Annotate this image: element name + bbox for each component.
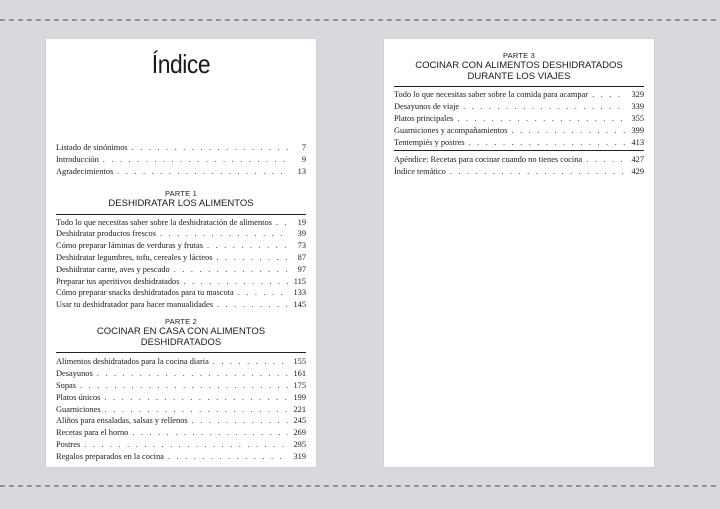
dot-leader bbox=[450, 166, 626, 178]
toc-entry-page: 355 bbox=[631, 114, 644, 124]
toc-entry-page: 319 bbox=[293, 451, 306, 461]
toc-entry[interactable] bbox=[56, 264, 306, 276]
toc-entry-title: Aliños para ensaladas, salsas y rellenos bbox=[56, 416, 188, 426]
toc-entry-page: 329 bbox=[631, 90, 644, 100]
dot-leader bbox=[168, 451, 288, 463]
toc-entry-title: Índice temático bbox=[394, 167, 446, 177]
toc-entry-page: 399 bbox=[631, 125, 644, 135]
toc-entry[interactable] bbox=[394, 101, 644, 113]
dot-leader bbox=[80, 380, 288, 392]
left-page bbox=[46, 39, 316, 467]
toc-entry-page: 19 bbox=[297, 217, 306, 227]
toc-entry-page: 221 bbox=[293, 404, 306, 414]
part-2-section bbox=[56, 318, 306, 463]
part-label: PARTE 2 bbox=[165, 317, 197, 326]
part-name-line-2: DESHIDRATADOS bbox=[140, 336, 222, 348]
toc-entry-page: 155 bbox=[293, 357, 306, 367]
toc-entry-title: Guarniciones bbox=[56, 404, 101, 414]
dot-leader bbox=[217, 299, 288, 311]
toc-entry[interactable] bbox=[56, 404, 306, 416]
toc-entry[interactable] bbox=[56, 451, 306, 463]
part-name: DESHIDRATAR LOS ALIMENTOS bbox=[108, 197, 254, 209]
toc-entry-title: Todo lo que necesitas saber sobre la comida para acampar bbox=[394, 90, 589, 100]
dot-leader bbox=[586, 154, 626, 166]
toc-entry[interactable] bbox=[56, 380, 306, 392]
dot-leader bbox=[132, 427, 288, 439]
toc-entry-title: Recetas para el horno bbox=[56, 428, 129, 438]
dot-leader bbox=[276, 217, 288, 229]
toc-entry-title: Introducción bbox=[56, 154, 99, 164]
dot-leader bbox=[117, 166, 288, 178]
toc-entry[interactable] bbox=[56, 276, 306, 288]
dot-leader bbox=[84, 439, 288, 451]
toc-entry-page: 199 bbox=[293, 392, 306, 402]
toc-entry[interactable] bbox=[394, 113, 644, 125]
toc-entry-title: Listado de sinónimos bbox=[56, 143, 128, 152]
toc-entry-page: 413 bbox=[631, 137, 644, 147]
toc-entry-page: 115 bbox=[293, 276, 306, 286]
dot-leader bbox=[192, 415, 288, 427]
toc-entry[interactable] bbox=[56, 154, 306, 166]
toc-entry[interactable] bbox=[56, 415, 306, 427]
toc-entry-title: Agradecimientos bbox=[56, 166, 114, 176]
part-label: PARTE 3 bbox=[503, 51, 535, 60]
toc-entry[interactable] bbox=[56, 427, 306, 439]
dot-leader bbox=[463, 101, 626, 113]
toc-entry[interactable] bbox=[394, 166, 644, 178]
toc-entry-page: 97 bbox=[297, 264, 306, 274]
toc-entry[interactable] bbox=[56, 252, 306, 264]
toc-entry[interactable] bbox=[56, 299, 306, 311]
dot-leader bbox=[184, 276, 289, 288]
toc-entry-title: Postres bbox=[56, 440, 81, 450]
dot-leader bbox=[238, 287, 288, 299]
toc-entry-title: Tentempiés y postres bbox=[394, 137, 465, 147]
part-3-section bbox=[394, 52, 644, 178]
part-1-section bbox=[56, 190, 306, 311]
dot-leader bbox=[160, 228, 288, 240]
toc-entry[interactable] bbox=[56, 228, 306, 240]
dot-leader bbox=[104, 392, 288, 404]
toc-entry[interactable] bbox=[56, 166, 306, 178]
toc-entry[interactable] bbox=[56, 240, 306, 252]
dot-leader bbox=[217, 252, 289, 264]
dot-leader bbox=[105, 404, 288, 416]
toc-entry-title: Deshidratar legumbres, tofu, cereales y lácteos bbox=[56, 252, 213, 262]
toc-entry-title: Desayunos de viaje bbox=[394, 102, 460, 112]
toc-entry-title: Alimentos deshidratados para la cocina diaria bbox=[56, 357, 209, 367]
part-2-heading bbox=[56, 318, 306, 348]
toc-entry-page: 339 bbox=[631, 102, 644, 112]
toc-entry-page: 145 bbox=[293, 300, 306, 310]
toc-entry-title: Apéndice: Recetas para cocinar cuando no tienes cocina bbox=[394, 155, 583, 165]
toc-entry[interactable] bbox=[56, 392, 306, 404]
dot-leader bbox=[457, 113, 626, 125]
toc-entry-page: 7 bbox=[301, 143, 306, 152]
toc-entry-page: 133 bbox=[293, 288, 306, 298]
right-page bbox=[384, 39, 654, 467]
dot-leader bbox=[174, 264, 288, 276]
toc-entry-title: Deshidratar productos frescos bbox=[56, 229, 157, 239]
filmstrip-top-border bbox=[0, 18, 720, 23]
toc-entry-page: 9 bbox=[301, 154, 306, 164]
toc-entry[interactable] bbox=[56, 439, 306, 451]
toc-entry-page: 73 bbox=[297, 241, 306, 251]
toc-entry-title: Deshidratar carne, aves y pescado bbox=[56, 264, 170, 274]
toc-entry-title: Desayunos bbox=[56, 369, 93, 379]
toc-entry[interactable] bbox=[56, 368, 306, 380]
toc-entry-page: 245 bbox=[293, 416, 306, 426]
dot-leader bbox=[213, 356, 288, 368]
filmstrip-bottom-border bbox=[0, 484, 720, 489]
toc-entry-page: 13 bbox=[297, 166, 306, 176]
dot-leader bbox=[469, 137, 626, 149]
toc-entry[interactable] bbox=[394, 89, 644, 101]
toc-entry-page: 39 bbox=[297, 229, 306, 239]
toc-entry[interactable] bbox=[56, 142, 306, 154]
toc-entry-title: Preparar tus aperitivos deshidratados bbox=[56, 276, 180, 286]
dot-leader bbox=[103, 154, 288, 166]
dot-leader bbox=[207, 240, 288, 252]
toc-entry-title: Usar tu deshidratador para hacer manualidades bbox=[56, 300, 213, 310]
part-name-line-2: DURANTE LOS VIAJES bbox=[467, 70, 571, 82]
toc-entry-title: Sopas bbox=[56, 381, 77, 391]
toc-entry-page: 161 bbox=[293, 369, 306, 379]
toc-entry[interactable] bbox=[56, 217, 306, 229]
toc-entry[interactable] bbox=[56, 356, 306, 368]
part-label: PARTE 1 bbox=[165, 189, 197, 198]
toc-entry[interactable] bbox=[394, 125, 644, 137]
dot-leader bbox=[512, 125, 627, 137]
toc-entry-title: Todo lo que necesitas saber sobre la deshidratación de alimentos bbox=[56, 217, 272, 227]
toc-entry[interactable] bbox=[394, 137, 644, 149]
toc-entry-page: 87 bbox=[297, 252, 306, 262]
toc-entry-title: Guarniciones y acompañamientos bbox=[394, 125, 508, 135]
toc-entry-page: 429 bbox=[631, 167, 644, 177]
page-title: Índice bbox=[151, 49, 211, 79]
toc-entry-page: 175 bbox=[293, 381, 306, 391]
toc-entry-page: 295 bbox=[293, 440, 306, 450]
toc-entry-page: 427 bbox=[631, 155, 644, 165]
part-3-heading bbox=[394, 52, 644, 82]
part-name-line-1: COCINAR CON ALIMENTOS DESHIDRATADOS bbox=[415, 59, 623, 71]
toc-entry-title: Platos únicos bbox=[56, 392, 101, 402]
toc-entry-title: Cómo preparar snacks deshidratados para tu mascota bbox=[56, 288, 234, 298]
part-1-heading bbox=[56, 190, 306, 210]
toc-entry[interactable] bbox=[394, 154, 644, 166]
toc-entry-page: 269 bbox=[293, 428, 306, 438]
dot-leader bbox=[97, 368, 288, 380]
part-name-line-1: COCINAR EN CASA CON ALIMENTOS bbox=[96, 325, 266, 337]
dot-leader bbox=[132, 142, 288, 154]
dot-leader bbox=[592, 89, 626, 101]
toc-entry[interactable] bbox=[56, 287, 306, 299]
toc-entry-title: Platos principales bbox=[394, 114, 454, 124]
toc-entry-title: Cómo preparar láminas de verduras y frutas bbox=[56, 241, 203, 251]
toc-entry-title: Regalos preparados en la cocina bbox=[56, 451, 164, 461]
front-matter-list bbox=[56, 142, 306, 177]
